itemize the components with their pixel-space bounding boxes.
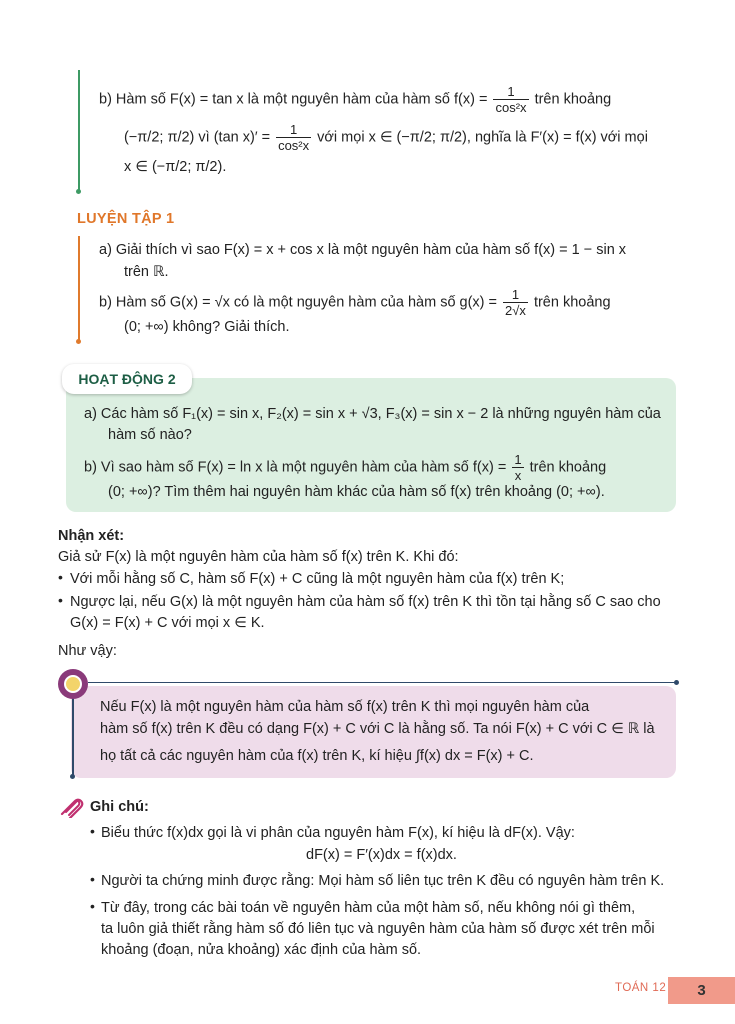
note1-formula: dF(x) = F′(x)dx = f(x)dx.	[306, 847, 457, 863]
remark-title: Nhận xét:	[58, 528, 125, 544]
theorem-bar-dot	[70, 774, 75, 779]
footer-book-title: TOÁN 12	[615, 982, 667, 994]
fraction: $\frac{1}{\text{cos²x}}$	[278, 122, 310, 153]
practice-bar	[78, 236, 80, 342]
bullet-dot: •	[58, 569, 63, 585]
part-b-line2: (−π/2; π/2) vì (tan x)′ = $\frac{1}{\text{cos²x}}$ với mọi x ∈ (−π/2; π/2), nghĩa là F′(x) = f(x) với mọi	[124, 122, 648, 153]
activity-b-line2: (0; +∞)? Tìm thêm hai nguyên hàm khác của hàm số f(x) trên khoảng (0; +∞).	[108, 484, 605, 500]
margin-bar-dot	[76, 189, 81, 194]
fraction: $\frac{1}{x}$	[514, 452, 522, 483]
theorem-line3: họ tất cả các nguyên hàm của f(x) trên K, kí hiệu ∫f(x) dx = F(x) + C.	[100, 748, 534, 764]
remark-conclusion: Như vậy:	[58, 643, 117, 659]
margin-bar-top	[78, 70, 80, 192]
activity-a-line2: hàm số nào?	[108, 427, 192, 443]
note3-line2: ta luôn giả thiết rằng hàm số đó liên tục và nguyên hàm của hàm số được xét trên mỗi	[101, 921, 655, 937]
notes-title: Ghi chú:	[90, 799, 149, 815]
note3-line1: Từ đây, trong các bài toán về nguyên hàm của một hàm số, nếu không nói gì thêm,	[101, 900, 636, 916]
theorem-line1: Nếu F(x) là một nguyên hàm của hàm số f(x) trên K thì mọi nguyên hàm của	[100, 699, 590, 715]
paperclip-icon	[58, 796, 84, 818]
fraction: $\frac{1}{\text{cos²x}}$	[495, 84, 527, 115]
fraction: $\frac{1}{2√x}$	[505, 287, 526, 318]
practice-a-line2: trên ℝ.	[124, 264, 169, 280]
remark-bullet2-line2: G(x) = F(x) + C với mọi x ∈ K.	[70, 615, 265, 631]
activity-b-line1: b) Vì sao hàm số F(x) = ln x là một nguyên hàm của hàm số f(x) = $\frac{1}{x}$ trên khoảng	[84, 452, 607, 483]
practice-b-line2: (0; +∞) không? Giải thích.	[124, 319, 290, 335]
part-b-line3: x ∈ (−π/2; π/2).	[124, 159, 227, 175]
theorem-bar	[72, 698, 74, 776]
activity-title: HOẠT ĐỘNG 2	[62, 364, 192, 394]
page-number: 3	[668, 977, 735, 1004]
bullet-dot: •	[90, 823, 95, 839]
lightbulb-icon	[58, 669, 88, 699]
practice-a-line1: a) Giải thích vì sao F(x) = x + cos x là một nguyên hàm của hàm số f(x) = 1 − sin x	[99, 242, 627, 258]
theorem-line2: hàm số f(x) trên K đều có dạng F(x) + C với C là hằng số. Ta nói F(x) + C với C ∈ ℝ là	[100, 721, 655, 737]
remark-bullet2-line1: Ngược lại, nếu G(x) là một nguyên hàm của hàm số f(x) trên K thì tồn tại hằng số C sao cho	[70, 594, 661, 610]
remark-bullet1: Với mỗi hằng số C, hàm số F(x) + C cũng là một nguyên hàm của f(x) trên K;	[70, 571, 565, 587]
practice-bar-dot	[76, 339, 81, 344]
bullet-dot: •	[58, 592, 63, 608]
theorem-top-rule	[88, 682, 676, 683]
note2: Người ta chứng minh được rằng: Mọi hàm số liên tục trên K đều có nguyên hàm trên K.	[101, 873, 665, 889]
activity-a-line1: a) Các hàm số F₁(x) = sin x, F₂(x) = sin x + √3, F₃(x) = sin x − 2 là những nguyên hàm của	[84, 406, 661, 422]
note3-line3: khoảng (đoạn, nửa khoảng) xác định của hàm số.	[101, 942, 422, 958]
bullet-dot: •	[90, 871, 95, 887]
practice-title: LUYỆN TẬP 1	[77, 211, 175, 227]
theorem-rule-dot	[674, 680, 679, 685]
practice-b-line1: b) Hàm số G(x) = √x có là một nguyên hàm của hàm số g(x) = $\frac{1}{2√x}$ trên khoảng	[99, 287, 611, 318]
bullet-dot: •	[90, 898, 95, 914]
note1-line1: Biểu thức f(x)dx gọi là vi phân của nguyên hàm F(x), kí hiệu là dF(x). Vậy:	[101, 825, 575, 841]
part-b-line1: b) Hàm số F(x) = tan x là một nguyên hàm của hàm số f(x) = $\frac{1}{\text{cos²x}}$ trên khoảng	[99, 84, 612, 115]
remark-intro: Giả sử F(x) là một nguyên hàm của hàm số f(x) trên K. Khi đó:	[58, 549, 459, 565]
